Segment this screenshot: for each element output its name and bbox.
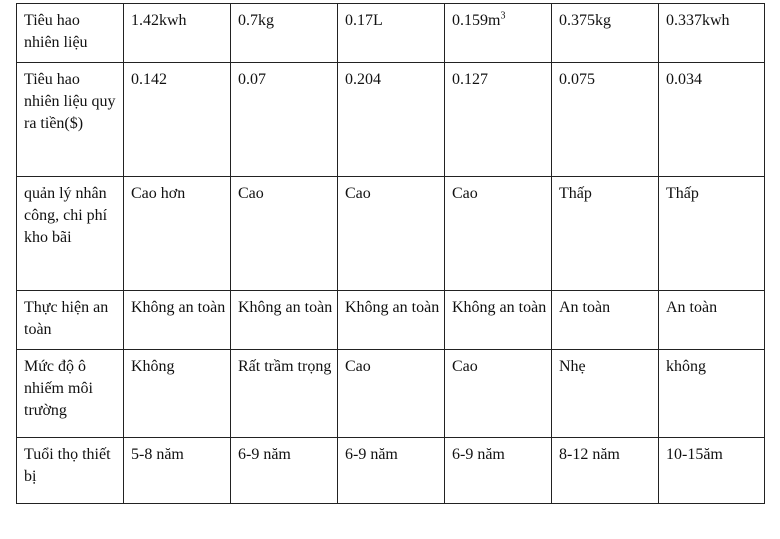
cell-value: 10-15ăm <box>666 446 723 463</box>
row-label-cell <box>17 350 124 438</box>
cell-value: 6-9 năm <box>345 446 398 463</box>
table-cell <box>124 63 231 177</box>
row-label: Tuổi thọ thiết bị <box>24 446 111 485</box>
table-cell <box>231 177 338 291</box>
cell-value: Không an toàn <box>238 299 333 316</box>
cell-value: 6-9 năm <box>238 446 291 463</box>
cell-value: Cao <box>345 185 371 202</box>
table-cell <box>231 350 338 438</box>
comparison-table <box>16 3 765 504</box>
cubic-superscript: 3 <box>500 10 506 22</box>
table-cell <box>231 4 338 63</box>
cell-value: Không an toàn <box>131 299 226 316</box>
cell-value: Cao <box>238 185 264 202</box>
cell-value: 0.075 <box>559 71 595 88</box>
table-cell <box>552 350 659 438</box>
table-cell <box>445 4 552 63</box>
row-label-cell <box>17 291 124 350</box>
table-cell <box>124 350 231 438</box>
table-cell <box>124 4 231 63</box>
table-cell <box>338 291 445 350</box>
table-cell <box>124 438 231 504</box>
table-cell <box>659 177 765 291</box>
cell-value: Cao <box>452 185 478 202</box>
table-cell <box>231 438 338 504</box>
cell-value: 0.337kwh <box>666 12 730 29</box>
table-cell <box>231 291 338 350</box>
cell-value: Cao hơn <box>131 185 186 202</box>
cell-value: 0.17L <box>345 12 383 29</box>
row-label-cell <box>17 4 124 63</box>
cell-value: Nhẹ <box>559 358 586 375</box>
cell-value: 0.142 <box>131 71 167 88</box>
row-label: Tiêu hao nhiên liệu <box>24 12 88 51</box>
table-row-fuel-consumption <box>17 4 765 63</box>
row-label: quản lý nhân công, chi phí kho bãi <box>24 185 108 246</box>
table-cell <box>124 177 231 291</box>
cell-value: 0.204 <box>345 71 381 88</box>
cell-value: An toàn <box>666 299 718 316</box>
cell-value: Thấp <box>666 185 699 202</box>
cell-value: Không an toàn <box>345 299 440 316</box>
cell-value: 6-9 năm <box>452 446 505 463</box>
table-cell <box>445 177 552 291</box>
row-label: Tiêu hao nhiên liệu quy ra tiền($) <box>24 71 116 132</box>
row-label: Thực hiện an toàn <box>24 299 109 338</box>
table-cell <box>338 177 445 291</box>
table-cell <box>445 350 552 438</box>
cell-value: Cao <box>345 358 371 375</box>
table-cell <box>552 438 659 504</box>
cell-value: 0.127 <box>452 71 488 88</box>
table-row-pollution <box>17 350 765 438</box>
cell-value: không <box>666 358 706 375</box>
table-cell <box>659 350 765 438</box>
cell-value: Không <box>131 358 175 375</box>
table-row-equipment-life <box>17 438 765 504</box>
cell-value: 8-12 năm <box>559 446 620 463</box>
cell-value: An toàn <box>559 299 611 316</box>
table-row-fuel-cost <box>17 63 765 177</box>
table-cell <box>338 63 445 177</box>
table-row-safety <box>17 291 765 350</box>
cell-value: 1.42kwh <box>131 12 187 29</box>
table-cell <box>338 438 445 504</box>
cell-value: 0.159m <box>452 12 501 29</box>
cell-value: 0.375kg <box>559 12 611 29</box>
row-label-cell <box>17 177 124 291</box>
table-cell <box>659 4 765 63</box>
table-cell <box>338 350 445 438</box>
cell-value: 0.07 <box>238 71 266 88</box>
table-cell <box>445 291 552 350</box>
cell-value: Không an toàn <box>452 299 547 316</box>
table-cell <box>659 63 765 177</box>
table-row-labor-storage <box>17 177 765 291</box>
cell-value: Thấp <box>559 185 592 202</box>
table-cell <box>124 291 231 350</box>
table-cell <box>659 438 765 504</box>
cell-value: Cao <box>452 358 478 375</box>
cell-value: 5-8 năm <box>131 446 184 463</box>
cell-value: 0.7kg <box>238 12 274 29</box>
table-cell <box>552 63 659 177</box>
row-label-cell <box>17 438 124 504</box>
table-cell <box>552 4 659 63</box>
table-cell <box>338 4 445 63</box>
row-label: Mức độ ô nhiếm môi trường <box>24 358 93 419</box>
table-cell <box>659 291 765 350</box>
cell-value: 0.034 <box>666 71 702 88</box>
row-label-cell <box>17 63 124 177</box>
table-cell <box>445 63 552 177</box>
table-cell <box>552 291 659 350</box>
cell-value: Rất trầm trọng <box>238 358 332 375</box>
table-cell <box>552 177 659 291</box>
table-cell <box>231 63 338 177</box>
table-cell <box>445 438 552 504</box>
